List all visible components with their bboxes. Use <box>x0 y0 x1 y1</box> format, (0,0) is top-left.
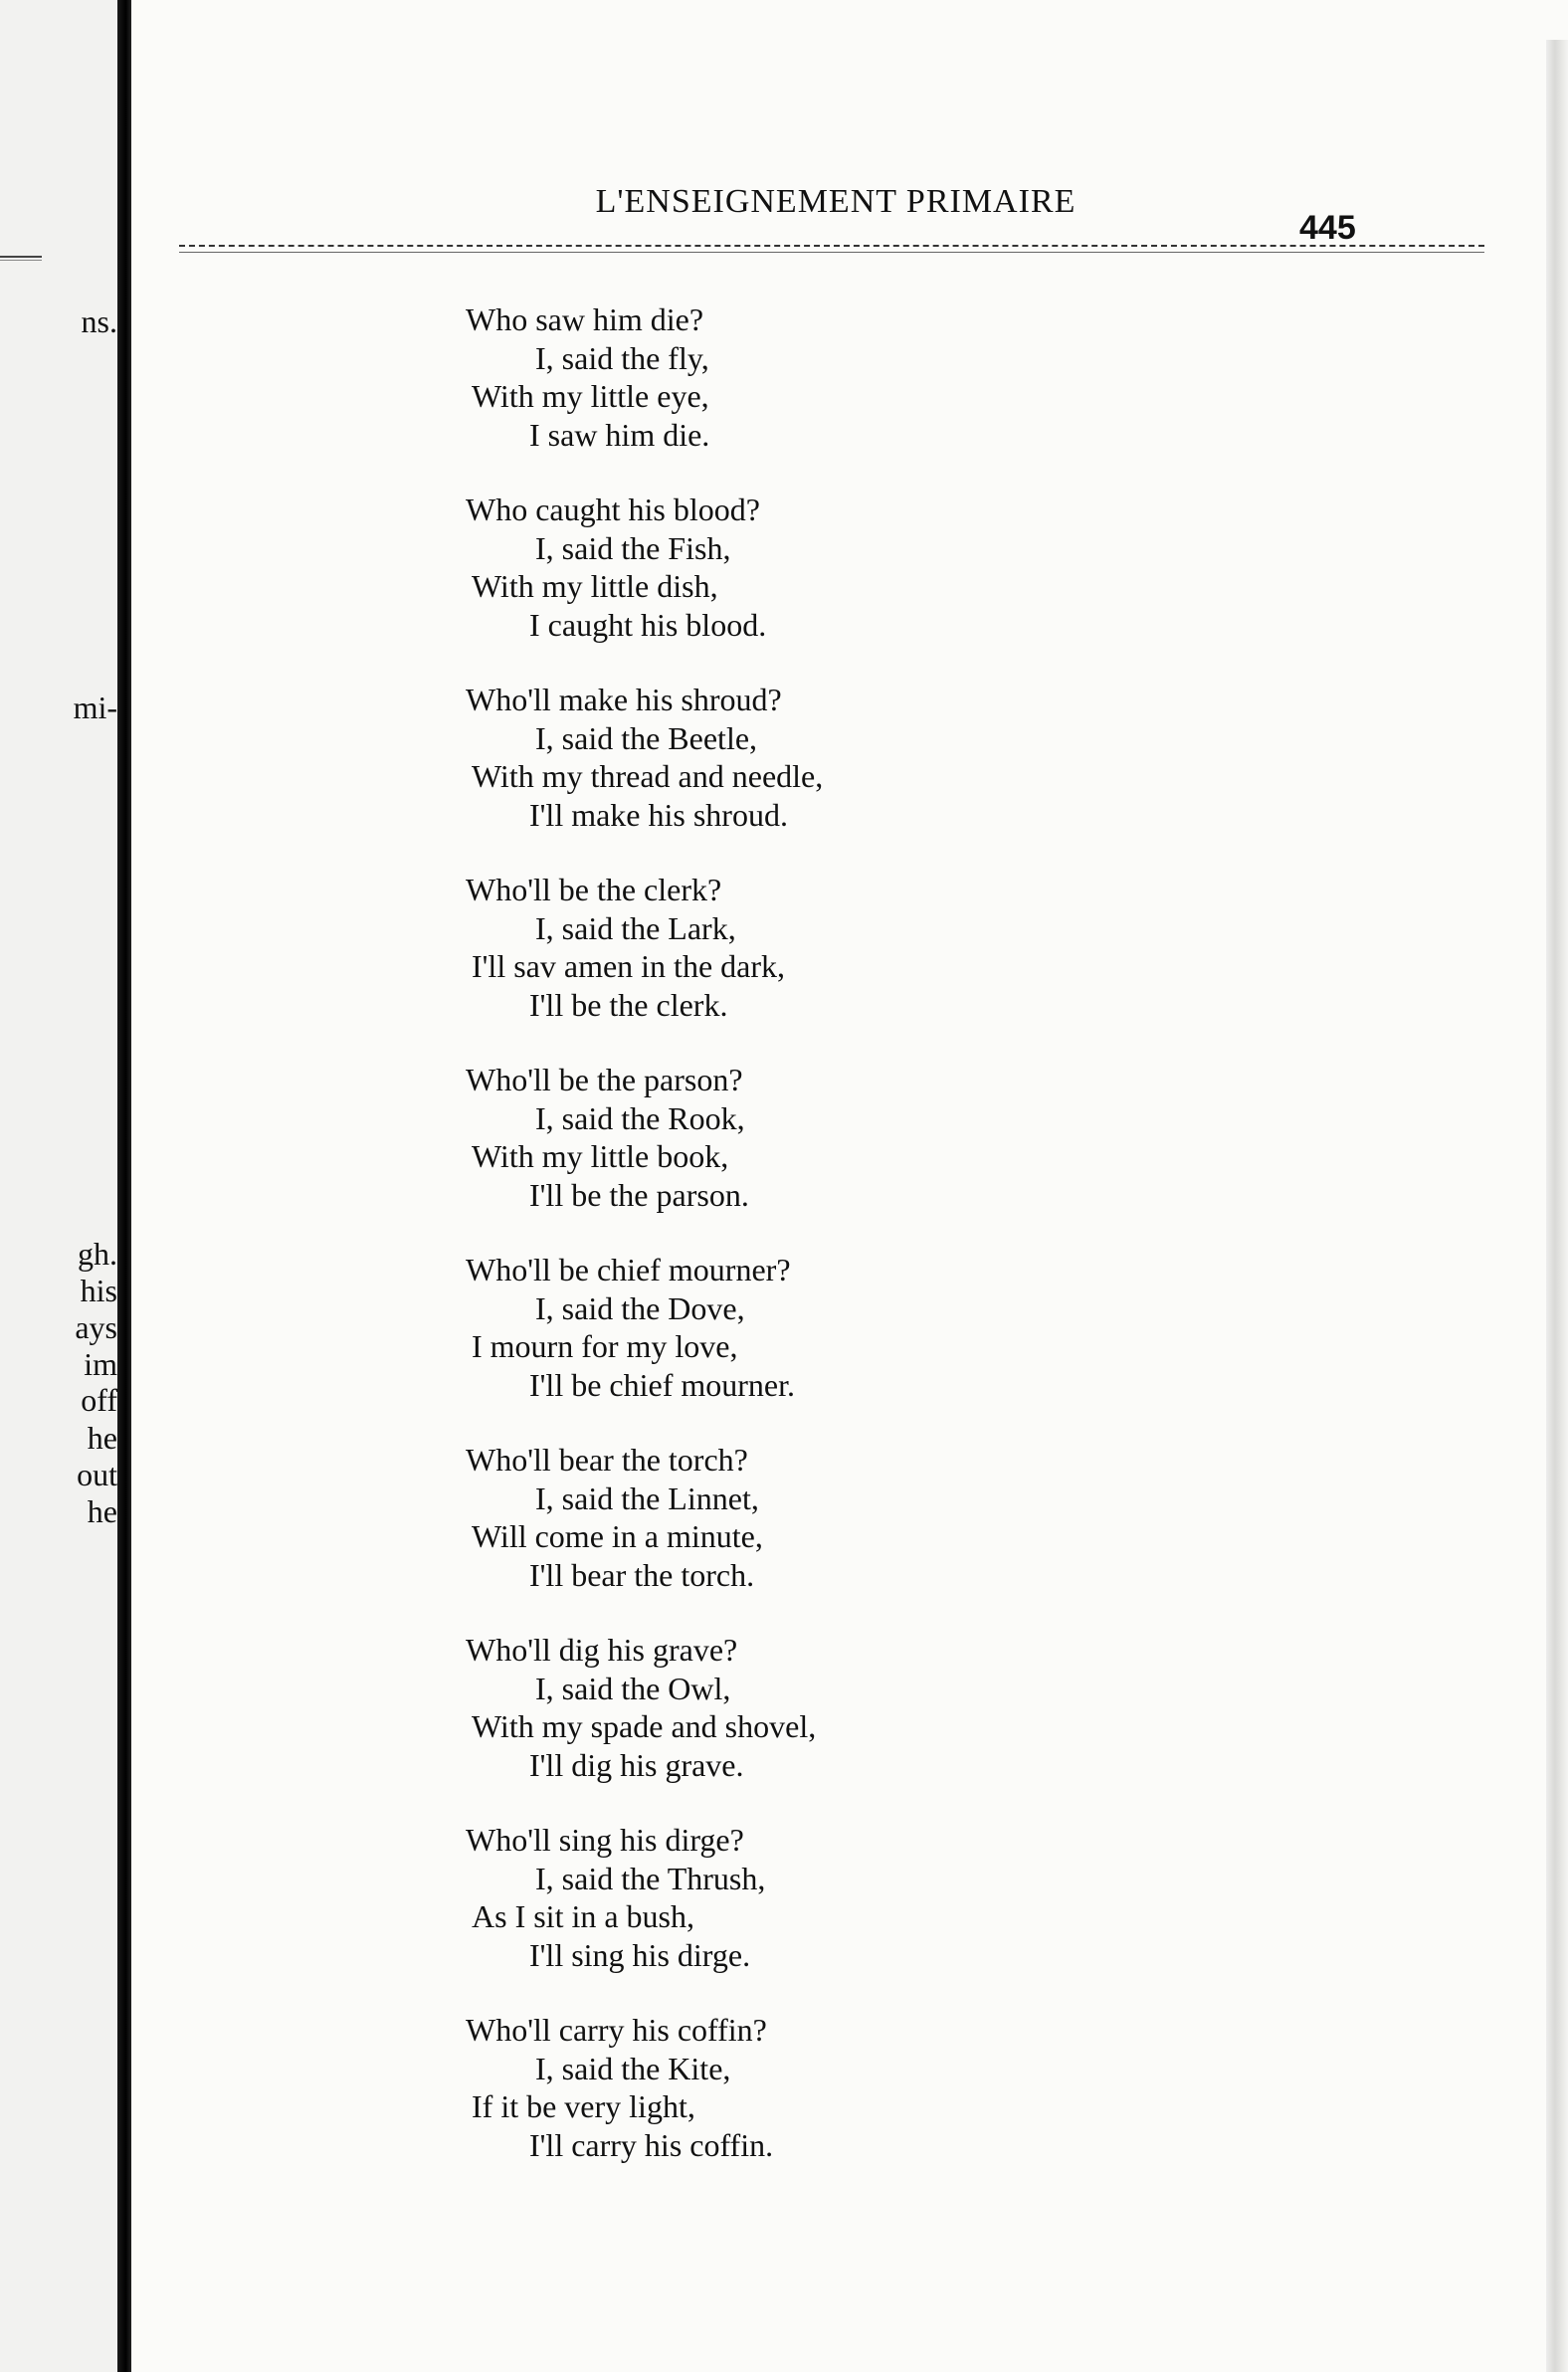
header-rule <box>179 245 1484 247</box>
left-page-fragment: out <box>77 1457 117 1492</box>
left-page-fragment: ays <box>75 1309 117 1345</box>
poem-line: I, said the Owl, <box>535 1670 731 1706</box>
poem-line: Who'll carry his coffin? <box>466 2012 767 2048</box>
running-title: L'ENSEIGNEMENT PRIMAIRE <box>595 183 1077 220</box>
poem-line: I'll carry his coffin. <box>529 2126 774 2163</box>
poem-stanza <box>466 1631 1102 1784</box>
poem-line: I'll make his shroud. <box>529 796 788 833</box>
poem-line: I, said the Rook, <box>535 1099 745 1136</box>
poem-line: I'll sav amen in the dark, <box>472 948 785 984</box>
poem-line: Who'll dig his grave? <box>466 1632 738 1668</box>
book-page <box>131 0 1568 2372</box>
poem-stanza <box>466 681 1102 834</box>
poem-line: I'll be the clerk. <box>529 986 728 1023</box>
poem-line: Who caught his blood? <box>466 492 760 527</box>
poem-line: I'll be chief mourner. <box>529 1366 795 1403</box>
poem-line: If it be very light, <box>472 2088 695 2124</box>
poem-stanza <box>466 491 1102 644</box>
poem-line: I'll sing his dirge. <box>529 1936 751 1973</box>
poem-line: I, said the Lark, <box>535 909 736 946</box>
left-page-fragment: he <box>87 1420 117 1456</box>
page-number: 445 <box>1299 209 1356 247</box>
left-page-fragment: gh. <box>78 1236 117 1272</box>
poem-line: I, said the Thrush, <box>535 1860 766 1896</box>
poem-line: I, said the Beetle, <box>535 719 758 756</box>
left-facing-page <box>0 0 117 2372</box>
poem-line: I mourn for my love, <box>472 1328 738 1364</box>
left-page-fragment: he <box>87 1493 117 1529</box>
poem-line: Who'll be chief mourner? <box>466 1252 791 1287</box>
poem-stanza <box>466 1441 1102 1594</box>
poem-line: With my thread and needle, <box>472 758 824 794</box>
left-page-rule <box>0 256 42 261</box>
poem-line: Who saw him die? <box>466 301 704 337</box>
poem-line: Who'll be the parson? <box>466 1062 743 1097</box>
poem-line: I'll bear the torch. <box>529 1556 755 1593</box>
poem-line: Who'll sing his dirge? <box>466 1822 744 1858</box>
poem-stanza <box>466 1061 1102 1214</box>
poem-line: As I sit in a bush, <box>472 1898 694 1934</box>
poem-stanza <box>466 300 1102 454</box>
poem-line: I'll be the parson. <box>529 1176 749 1213</box>
poem-line: I, said the Kite, <box>535 2050 731 2086</box>
poem <box>466 300 1102 2201</box>
poem-line: I, said the Linnet, <box>535 1480 759 1516</box>
page-edge <box>1546 40 1568 2372</box>
left-page-fragment: im <box>84 1346 117 1382</box>
poem-line: Who'll make his shroud? <box>466 682 782 717</box>
poem-line: I'll dig his grave. <box>529 1746 744 1783</box>
poem-line: I saw him die. <box>529 416 710 453</box>
poem-line: With my little eye, <box>472 378 709 414</box>
poem-line: I caught his blood. <box>529 606 767 643</box>
poem-stanza <box>466 871 1102 1024</box>
left-page-fragment: his <box>80 1273 117 1308</box>
left-page-fragment: ns. <box>81 303 117 339</box>
book-gutter <box>117 0 131 2372</box>
poem-line: I, said the Dove, <box>535 1289 745 1326</box>
poem-line: Who'll bear the torch? <box>466 1442 748 1478</box>
poem-line: I, said the Fish, <box>535 529 731 566</box>
left-page-fragment: mi- <box>73 690 117 725</box>
poem-stanza <box>466 2011 1102 2164</box>
left-page-fragment: off <box>81 1382 117 1418</box>
header-rule-secondary <box>179 252 1484 253</box>
poem-line: With my spade and shovel, <box>472 1708 817 1744</box>
poem-stanza <box>466 1251 1102 1404</box>
poem-line: Will come in a minute, <box>472 1518 763 1554</box>
poem-line: Who'll be the clerk? <box>466 872 722 907</box>
poem-line: I, said the fly, <box>535 339 709 376</box>
poem-line: With my little book, <box>472 1138 729 1174</box>
poem-line: With my little dish, <box>472 568 718 604</box>
poem-stanza <box>466 1821 1102 1974</box>
